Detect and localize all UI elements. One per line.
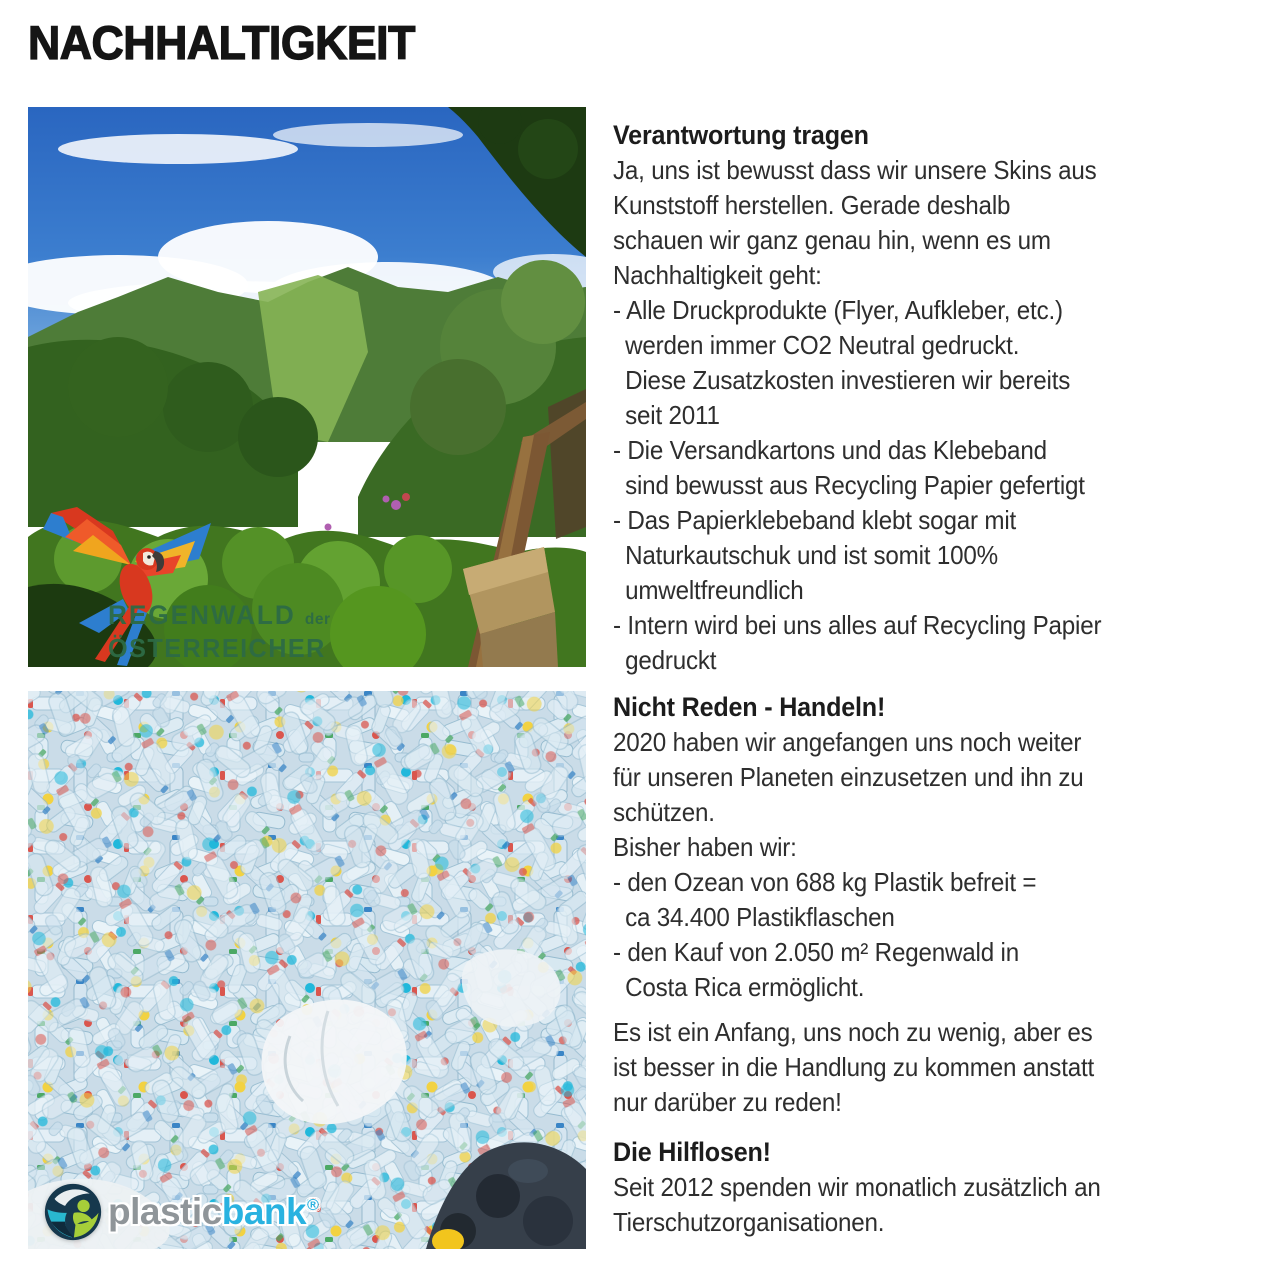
text-column <box>613 118 1227 1240</box>
text-line: Naturkautschuk und ist somit 100% <box>625 540 998 570</box>
bullet-line: - den Ozean von 688 kg Plastik befreit = <box>613 867 1037 897</box>
text-line: schauen wir ganz genau hin, wenn es um <box>613 225 1051 255</box>
plastic-bottles-illustration <box>28 691 586 1249</box>
text-line: ca 34.400 Plastikflaschen <box>625 902 895 932</box>
text-line: schützen. <box>613 797 715 827</box>
text-line: Nachhaltigkeit geht: <box>613 260 822 290</box>
text-line: Diese Zusatzkosten investieren wir bereits <box>625 365 1071 395</box>
text-line: Costa Rica ermöglicht. <box>625 972 865 1002</box>
text-line: Seit 2012 spenden wir monatlich zusätzlich an <box>613 1172 1101 1202</box>
page-title: NACHHALTIGKEIT <box>28 16 415 69</box>
regenwald-logo-line1: REGENWALD der <box>108 600 331 630</box>
text-line: nur darüber zu reden! <box>613 1087 842 1117</box>
regenwald-der-oesterreicher-logo <box>108 601 331 663</box>
bullet-line: - Das Papierklebeband klebt sogar mit <box>613 505 1017 535</box>
section-es-ist-ein-anfang <box>613 1015 1227 1120</box>
text-line: gedruckt <box>625 645 717 675</box>
text-line: Bisher haben wir: <box>613 832 797 862</box>
text-line: 2020 haben wir angefangen uns noch weiter <box>613 727 1082 757</box>
section-heading: Die Hilflosen! <box>613 1137 771 1167</box>
text-line: ist besser in die Handlung zu kommen anstatt <box>613 1052 1095 1082</box>
plasticbank-globe-icon <box>44 1183 102 1241</box>
rainforest-illustration <box>28 107 586 667</box>
section-heading: Nicht Reden - Handeln! <box>613 692 886 722</box>
text-line: sind bewusst aus Recycling Papier gefertigt <box>625 470 1085 500</box>
bullet-line: - den Kauf von 2.050 m² Regenwald in <box>613 937 1019 967</box>
text-line: für unseren Planeten einzusetzen und ihn zu <box>613 762 1084 792</box>
bullet-line: - Alle Druckprodukte (Flyer, Aufkleber, etc.) <box>613 295 1063 325</box>
section-heading: Verantwortung tragen <box>613 120 869 150</box>
text-line: Es ist ein Anfang, uns noch zu wenig, aber es <box>613 1017 1093 1047</box>
rainforest-photo <box>28 107 586 667</box>
section-nicht-reden-handeln <box>613 690 1227 1005</box>
regenwald-logo-line2: ÖSTERREICHER <box>108 633 326 663</box>
bullet-line: - Intern wird bei uns alles auf Recycling Papier <box>613 610 1102 640</box>
plastic-bottles-photo <box>28 691 586 1249</box>
text-line: werden immer CO2 Neutral gedruckt. <box>625 330 1020 360</box>
bullet-line: - Die Versandkartons und das Klebeband <box>613 435 1047 465</box>
section-verantwortung-tragen <box>613 118 1227 678</box>
text-line: Tierschutzorganisationen. <box>613 1207 885 1237</box>
text-line: umweltfreundlich <box>625 575 804 605</box>
text-line: Ja, uns ist bewusst dass wir unsere Skins aus <box>613 155 1097 185</box>
text-line: seit 2011 <box>625 400 720 430</box>
section-die-hilflosen <box>613 1135 1227 1240</box>
plasticbank-logo <box>44 1183 318 1241</box>
text-line: Kunststoff herstellen. Gerade deshalb <box>613 190 1011 220</box>
plasticbank-wordmark: plasticbank® <box>108 1191 319 1232</box>
